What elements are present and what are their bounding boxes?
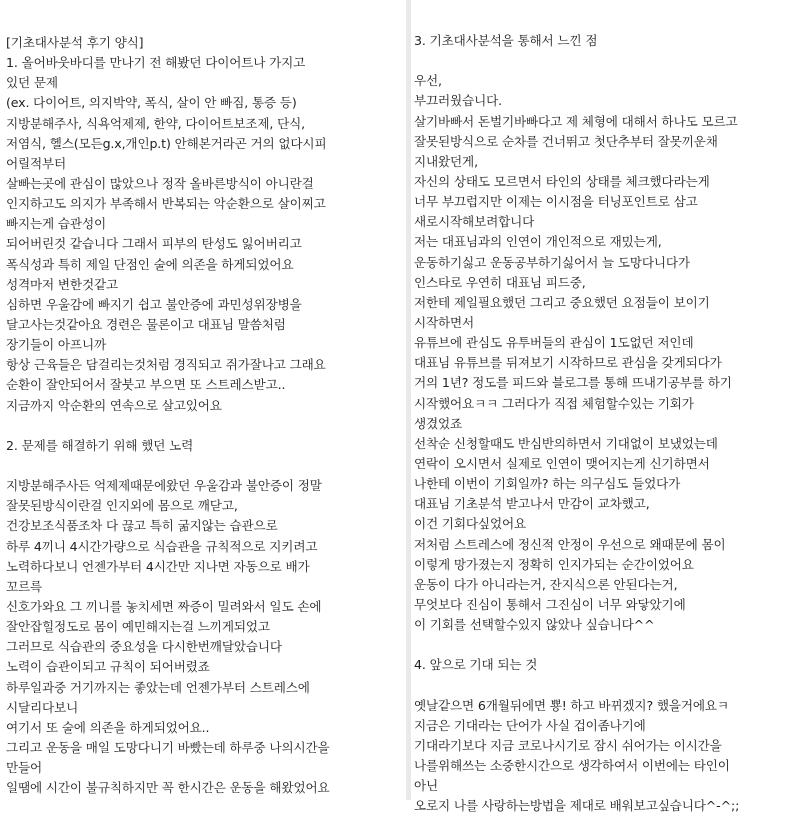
right-text-line: 운동이 다가 아니라는거, 잔지식으론 안된다는거, bbox=[414, 576, 678, 592]
left-text-line: 살빠는곳에 관심이 많았으나 정작 올바른방식이 아니란걸 bbox=[6, 175, 314, 191]
left-text-line: 어릴적부터 bbox=[6, 155, 67, 171]
right-text-line: 이렇게 망가졌는지 정확히 인지가되는 순간이었어요 bbox=[414, 556, 694, 572]
right-text-line: 우선, bbox=[414, 73, 442, 89]
right-text-line: 새로시작해보려합니다 bbox=[414, 214, 535, 230]
right-text-line: 4. 앞으로 기대 되는 것 bbox=[414, 657, 538, 673]
left-text-line: (ex. 다이어트, 의지박약, 폭식, 살이 안 빠짐, 통증 등) bbox=[6, 95, 297, 111]
left-text-line: 성격마저 변한것같고 bbox=[6, 276, 118, 292]
left-text-line: 2. 문제를 해결하기 위해 했던 노력 bbox=[6, 437, 194, 453]
left-text-line: 항상 근육들은 담걸리는것처럼 경직되고 쥐가잘나고 그래요 bbox=[6, 357, 326, 373]
right-text-line: 운동하기싫고 운동공부하기싫어서 늘 도망다니다가 bbox=[414, 254, 690, 270]
left-text-line: 만들어 bbox=[6, 760, 43, 776]
left-text-line: 신호가와요 그 끼니를 놓치세면 짜증이 밀려와서 일도 손에 bbox=[6, 598, 322, 614]
left-text-line: 하루일과중 거기까지는 좋았는데 언젠가부터 스트레스에 bbox=[6, 679, 310, 695]
right-text-line: 살기바빠서 돈벌기바빠다고 제 체형에 대해서 하나도 모르고 bbox=[414, 113, 738, 129]
right-text-line: 옛날같으면 6개월뒤에면 뿅! 하고 바뀌겠지? 했을거에요ㅋ bbox=[414, 697, 729, 713]
left-text-line: 지금까지 악순환의 연속으로 살고있어요 bbox=[6, 397, 222, 413]
left-text-line: 그리고 운동을 매일 도망다니기 바빴는데 하루중 나의시간을 bbox=[6, 739, 330, 755]
left-text-line: 시달리다보니 bbox=[6, 699, 79, 715]
right-text-line: 대표님 기초분석 받고나서 만감이 교차했고, bbox=[414, 496, 650, 512]
right-text-line: 대표님 유튜브를 뒤져보기 시작하므로 관심을 갖게되다가 bbox=[414, 355, 722, 371]
left-text-line: [기초대사분석 후기 양식] bbox=[6, 35, 144, 50]
left-text-line: 일땜에 시간이 불규칙하지만 꼭 한시간은 운동을 해왔었어요 bbox=[6, 780, 330, 796]
right-text-line: 이건 기회다싶었어요 bbox=[414, 516, 526, 532]
left-text-line: 심하면 우울감에 빠지기 쉽고 불안증에 과민성위장병을 bbox=[6, 296, 302, 312]
right-text-line: 저처럼 스트레스에 정신적 안정이 우선으로 왜때문에 몸이 bbox=[414, 536, 726, 552]
right-text-line: 지내왔던게, bbox=[414, 153, 478, 169]
left-blank-line bbox=[6, 456, 402, 476]
left-text-line: 빠지는게 습관성이 bbox=[6, 216, 106, 232]
left-text-line: 순환이 잘안되어서 잘붓고 부으면 또 스트레스받고.. bbox=[6, 377, 286, 393]
right-text-column bbox=[414, 0, 800, 814]
right-blank-line bbox=[414, 51, 800, 71]
right-text-line: 거의 1년? 정도를 피드와 블로그를 통해 뜨내기공부를 하기 bbox=[414, 375, 732, 391]
left-text-line: 그러므로 식습관의 중요성을 다시한번깨달았습니다 bbox=[6, 639, 282, 655]
left-text-line: 잘못된방식이란걸 인지외에 몸으로 깨닫고, bbox=[6, 498, 238, 514]
right-blank-line bbox=[414, 635, 800, 655]
left-text-column bbox=[6, 0, 402, 800]
left-text-line: 폭식성과 특히 제일 단점인 술에 의존을 하게되었어요 bbox=[6, 256, 294, 272]
left-text-line: 되어버린것 같습니다 그래서 피부의 탄성도 잃어버리고 bbox=[6, 236, 302, 252]
right-text-line: 이 기회를 선택할수있지 않았나 싶습니다^^ bbox=[414, 617, 655, 633]
left-text-line: 꼬르륵 bbox=[6, 578, 43, 594]
right-text-line: 저는 대표님과의 인연이 개인적으로 재밌는게, bbox=[414, 234, 662, 250]
left-text-line: 인지하고도 의지가 부족해서 반복되는 악순환으로 살이찌고 bbox=[6, 196, 326, 212]
right-text-line: 생겼었죠 bbox=[414, 415, 463, 431]
left-text-line: 노력이 습관이되고 규칙이 되어버렸죠 bbox=[6, 659, 210, 675]
left-text-line: 잘안잡힐정도로 몸이 예민해지는걸 느끼게되었고 bbox=[6, 619, 270, 635]
left-text-line: 건강보조식품조차 다 끊고 특히 굶지않는 습관으로 bbox=[6, 518, 278, 534]
right-text-line: 아닌 bbox=[414, 778, 439, 794]
left-text-line: 노력하다보니 언젠가부터 4시간만 지나면 자동으로 배가 bbox=[6, 558, 310, 574]
right-text-line: 유튜브에 관심도 유투버들의 관심이 1도없던 저인데 bbox=[414, 335, 694, 351]
right-text-line: 3. 기초대사분석을 통해서 느낀 점 bbox=[414, 33, 598, 48]
right-text-line: 오로지 나를 사랑하는방법을 제대로 배워보고싶습니다^-^;; bbox=[414, 798, 740, 814]
right-text-line: 나한테 이번이 기회일까? 하는 의구심도 들었다가 bbox=[414, 476, 681, 492]
column-divider bbox=[406, 0, 411, 800]
left-text-line: 장기들이 아프니까 bbox=[6, 337, 106, 353]
left-text-line: 하루 4끼니 4시간가량으로 식습관을 규칙적으로 지키려고 bbox=[6, 538, 318, 554]
left-text-line: 지방분해주사, 식욕억제제, 한약, 다이어트보조제, 단식, bbox=[6, 115, 306, 131]
left-text-line: 저염식, 헬스(모든g.x,개인p.t) 안해본거라곤 거의 없다시피 bbox=[6, 135, 327, 151]
right-text-line: 잘못된방식으로 순차를 건너뛰고 첫단추부터 잘못끼운채 bbox=[414, 133, 718, 149]
right-text-line: 저한테 제일필요했던 그리고 중요했던 요점들이 보이기 bbox=[414, 294, 710, 310]
right-blank-line bbox=[414, 676, 800, 696]
right-text-line: 기대라기보다 지금 코로나시기로 잠시 쉬어가는 이시간을 bbox=[414, 737, 722, 753]
right-text-line: 인스타로 우연히 대표님 피드중, bbox=[414, 274, 586, 290]
left-text-line: 달고사는것같아요 경련은 물론이고 대표님 말씀처럼 bbox=[6, 316, 286, 332]
right-text-line: 지금은 기대라는 단어가 사실 겁이좀나기에 bbox=[414, 717, 646, 733]
right-text-line: 시작했어요ㅋㅋ 그러다가 직접 체험할수있는 기회가 bbox=[414, 395, 694, 411]
right-text-line: 선착순 신청할때도 반심반의하면서 기대없이 보냈었는데 bbox=[414, 435, 718, 451]
right-text-line: 연락이 오시면서 실제로 인연이 맺어지는게 신기하면서 bbox=[414, 455, 710, 471]
left-text-line: 지방분해주사든 억제제때문에왔던 우울감과 불안증이 정말 bbox=[6, 478, 322, 494]
right-text-line: 너무 부끄럽지만 이제는 이시점을 터닝포인트로 삼고 bbox=[414, 194, 698, 210]
right-text-line: 나를위해쓰는 소중한시간으로 생각하여서 이번에는 타인이 bbox=[414, 758, 730, 774]
right-text-line: 자신의 상태도 모르면서 타인의 상태를 체크했다라는게 bbox=[414, 173, 710, 189]
left-text-line: 1. 올어바웃바디를 만나기 전 해봤던 다이어트나 가지고 bbox=[6, 55, 306, 71]
right-text-line: 부끄러웠습니다. bbox=[414, 93, 502, 109]
left-text-line: 여기서 또 술에 의존을 하게되었어요.. bbox=[6, 719, 210, 735]
right-text-line: 무엇보다 진심이 통해서 그진심이 너무 와닿았기에 bbox=[414, 596, 686, 612]
right-text-line: 시작하면서 bbox=[414, 314, 475, 330]
left-blank-line bbox=[6, 416, 402, 436]
left-text-line: 있던 문제 bbox=[6, 75, 58, 91]
